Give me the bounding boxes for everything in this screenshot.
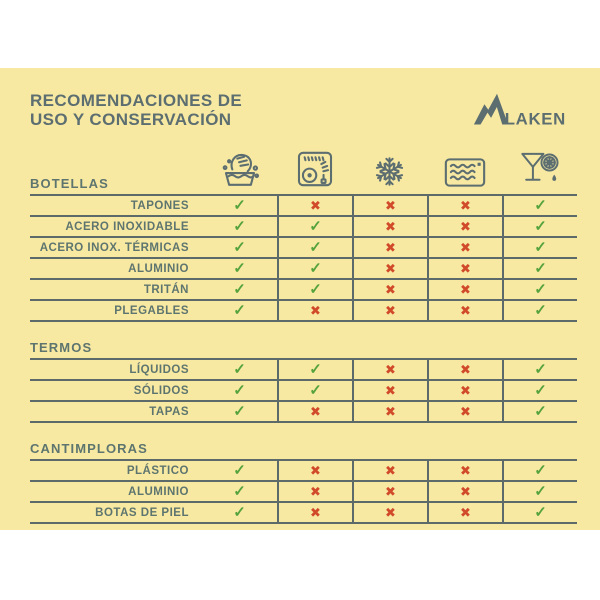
check-mark: ✓ bbox=[502, 360, 577, 379]
cross-mark: ✖ bbox=[352, 238, 427, 257]
check-mark: ✓ bbox=[502, 381, 577, 400]
hand-wash-icon bbox=[220, 150, 260, 188]
cross-mark: ✖ bbox=[352, 259, 427, 278]
cross-mark: ✖ bbox=[427, 259, 502, 278]
cross-mark: ✖ bbox=[352, 280, 427, 299]
mountain-peaks-icon bbox=[474, 94, 508, 125]
section-rows bbox=[30, 194, 577, 322]
column-header-dishwasher bbox=[277, 150, 352, 191]
check-mark: ✓ bbox=[233, 402, 246, 420]
row-label: TAPAS bbox=[149, 405, 189, 418]
cross-mark: ✖ bbox=[352, 381, 427, 400]
cross-mark: ✖ bbox=[352, 461, 427, 480]
check-mark: ✓ bbox=[233, 381, 246, 399]
table-row bbox=[30, 215, 577, 236]
cross-mark: ✖ bbox=[427, 482, 502, 501]
recommendations-table bbox=[0, 134, 600, 524]
check-mark: ✓ bbox=[277, 280, 352, 299]
table-row bbox=[30, 236, 577, 257]
brand-wordmark: LAKEN bbox=[504, 109, 567, 128]
check-mark: ✓ bbox=[233, 280, 246, 298]
check-mark: ✓ bbox=[233, 217, 246, 235]
drinks-icon bbox=[519, 150, 561, 188]
check-mark: ✓ bbox=[502, 217, 577, 236]
title-line-1: RECOMENDACIONES DE bbox=[30, 91, 243, 110]
table-row bbox=[30, 360, 577, 379]
cross-mark: ✖ bbox=[427, 402, 502, 421]
table-row bbox=[30, 379, 577, 400]
column-header-microwave bbox=[427, 157, 502, 191]
check-mark: ✓ bbox=[233, 238, 246, 256]
section-label: CANTIMPLORAS bbox=[30, 441, 148, 457]
cross-mark: ✖ bbox=[277, 402, 352, 421]
check-mark: ✓ bbox=[233, 196, 246, 214]
check-mark: ✓ bbox=[233, 461, 246, 479]
check-mark: ✓ bbox=[277, 259, 352, 278]
section-botellas bbox=[30, 174, 600, 322]
section-rows bbox=[30, 459, 577, 524]
table-row bbox=[30, 299, 577, 320]
cross-mark: ✖ bbox=[352, 196, 427, 215]
cross-mark: ✖ bbox=[427, 461, 502, 480]
cross-mark: ✖ bbox=[277, 503, 352, 522]
check-mark: ✓ bbox=[233, 503, 246, 521]
row-label: BOTAS DE PIEL bbox=[95, 506, 189, 519]
table-row bbox=[30, 501, 577, 522]
check-mark: ✓ bbox=[277, 381, 352, 400]
cross-mark: ✖ bbox=[352, 482, 427, 501]
section-cantimploras bbox=[30, 439, 600, 524]
table-row bbox=[30, 461, 577, 480]
cross-mark: ✖ bbox=[427, 301, 502, 320]
header bbox=[0, 68, 600, 129]
cross-mark: ✖ bbox=[427, 238, 502, 257]
column-header-hand-wash bbox=[202, 150, 277, 191]
table-row bbox=[30, 400, 577, 421]
check-mark: ✓ bbox=[502, 301, 577, 320]
care-recommendations-card bbox=[0, 68, 600, 530]
cross-mark: ✖ bbox=[427, 280, 502, 299]
check-mark: ✓ bbox=[233, 259, 246, 277]
cross-mark: ✖ bbox=[352, 217, 427, 236]
section-termos bbox=[30, 338, 600, 423]
section-rows bbox=[30, 358, 577, 423]
check-mark: ✓ bbox=[502, 280, 577, 299]
row-label: ACERO INOXIDABLE bbox=[65, 220, 189, 233]
cross-mark: ✖ bbox=[352, 503, 427, 522]
table-row bbox=[30, 196, 577, 215]
cross-mark: ✖ bbox=[277, 196, 352, 215]
page-title bbox=[30, 91, 242, 129]
row-label: PLÁSTICO bbox=[126, 464, 189, 477]
cross-mark: ✖ bbox=[427, 196, 502, 215]
cross-mark: ✖ bbox=[427, 503, 502, 522]
check-mark: ✓ bbox=[233, 301, 246, 319]
microwave-icon bbox=[444, 157, 486, 188]
row-label: SÓLIDOS bbox=[133, 384, 189, 397]
cross-mark: ✖ bbox=[277, 461, 352, 480]
snowflake-icon bbox=[373, 155, 406, 188]
cross-mark: ✖ bbox=[352, 360, 427, 379]
check-mark: ✓ bbox=[502, 503, 577, 522]
title-line-2: USO Y CONSERVACIÓN bbox=[30, 110, 232, 130]
check-mark: ✓ bbox=[502, 196, 577, 215]
cross-mark: ✖ bbox=[427, 381, 502, 400]
check-mark: ✓ bbox=[502, 402, 577, 421]
check-mark: ✓ bbox=[502, 238, 577, 257]
section-label: BOTELLAS bbox=[30, 176, 109, 192]
cross-mark: ✖ bbox=[427, 360, 502, 379]
column-header-beverages bbox=[502, 150, 577, 191]
table-row bbox=[30, 278, 577, 299]
section-label: TERMOS bbox=[30, 340, 93, 356]
row-label: LÍQUIDOS bbox=[129, 363, 189, 376]
cross-mark: ✖ bbox=[277, 482, 352, 501]
row-label: TAPONES bbox=[130, 199, 189, 212]
column-header-freezer bbox=[352, 155, 427, 191]
row-label: ACERO INOX. TÉRMICAS bbox=[39, 241, 189, 254]
brand-logo-graphic bbox=[472, 93, 578, 128]
row-label: ALUMINIO bbox=[128, 262, 189, 275]
check-mark: ✓ bbox=[277, 238, 352, 257]
row-label: PLEGABLES bbox=[114, 304, 189, 317]
row-label: ALUMINIO bbox=[128, 485, 189, 498]
check-mark: ✓ bbox=[277, 360, 352, 379]
cross-mark: ✖ bbox=[427, 217, 502, 236]
table-row bbox=[30, 480, 577, 501]
check-mark: ✓ bbox=[277, 217, 352, 236]
cross-mark: ✖ bbox=[352, 402, 427, 421]
check-mark: ✓ bbox=[502, 259, 577, 278]
check-mark: ✓ bbox=[502, 482, 577, 501]
cross-mark: ✖ bbox=[352, 301, 427, 320]
dishwasher-icon bbox=[297, 150, 333, 188]
cross-mark: ✖ bbox=[277, 301, 352, 320]
check-mark: ✓ bbox=[233, 360, 246, 378]
table-row bbox=[30, 257, 577, 278]
check-mark: ✓ bbox=[233, 482, 246, 500]
check-mark: ✓ bbox=[502, 461, 577, 480]
row-label: TRITÁN bbox=[143, 283, 189, 296]
laken-logo bbox=[472, 93, 578, 128]
